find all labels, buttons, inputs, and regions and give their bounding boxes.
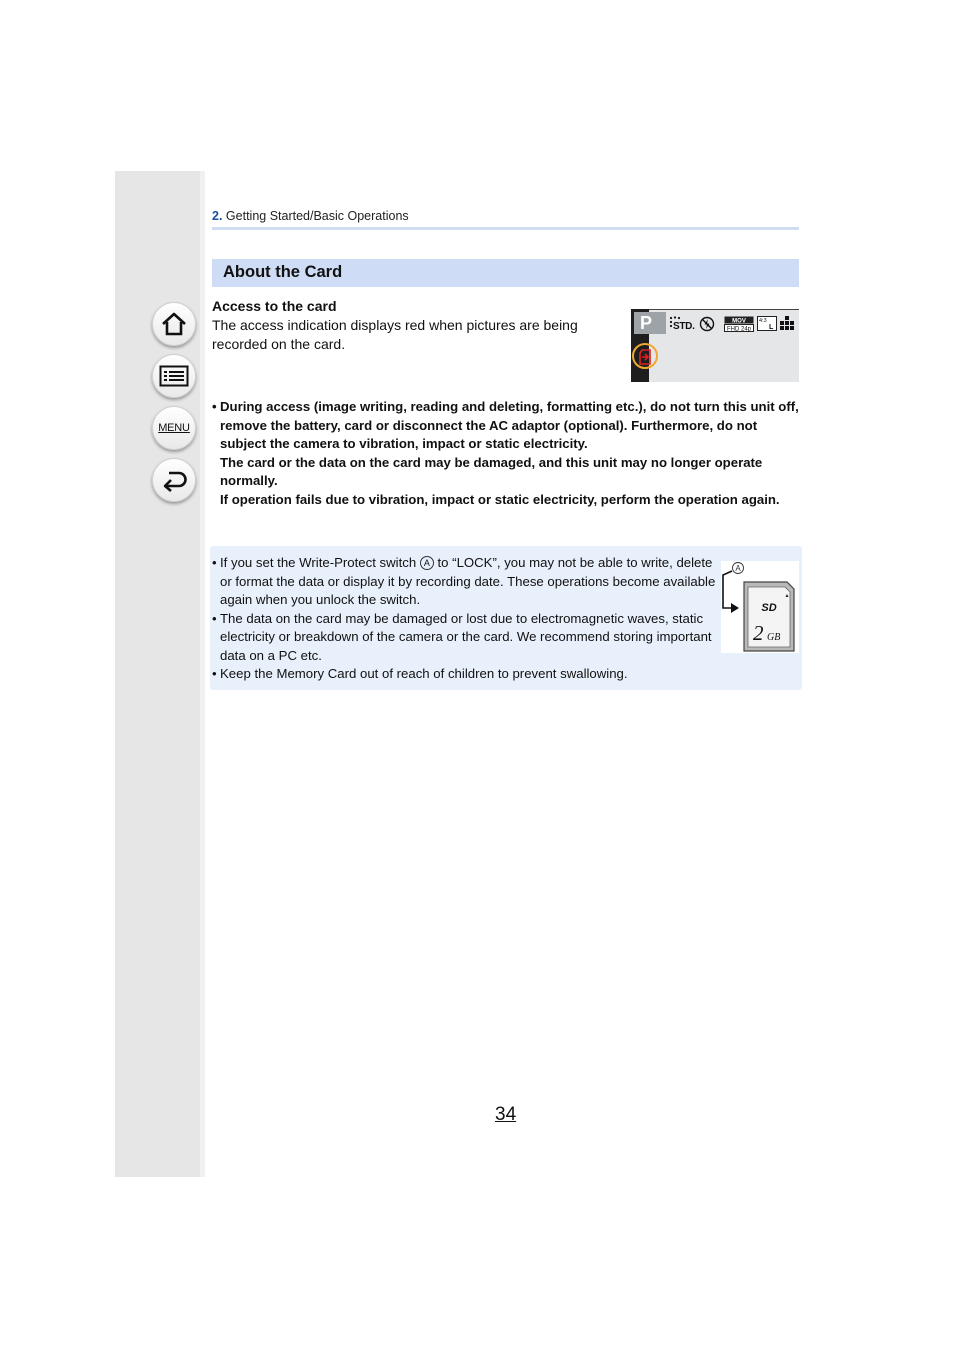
breadcrumb: [212, 209, 409, 223]
menu-label: MENU: [158, 422, 190, 434]
quality-icon: [780, 316, 794, 330]
chapter-title: Getting Started/Basic Operations: [225, 209, 409, 223]
aspect-ratio-label: 4:3: [759, 318, 767, 324]
home-button[interactable]: [152, 302, 196, 346]
flash-off-icon: [699, 316, 715, 332]
section-header: [212, 259, 799, 287]
marker-a: A: [420, 556, 434, 570]
picture-size-label: L: [769, 324, 774, 331]
access-description: The access indication displays red when pictures are being recorded on the card.: [212, 317, 578, 352]
page-number: 34: [495, 1104, 517, 1125]
sd-marker-a: A: [735, 564, 741, 573]
camera-screen-illustration: [631, 309, 799, 382]
chapter-number: 2.: [212, 209, 223, 223]
sd-card-icon: [721, 561, 799, 653]
sidebar-edge: [200, 171, 205, 1177]
caution-text-3: If operation fails due to vibration, impact or static electricity, perform the operation again.: [220, 491, 780, 507]
movie-format-label: MOV: [732, 318, 746, 325]
caution-text-1: During access (image writing, reading and deleting, formatting etc.), do not turn this unit off, remove the battery, card or disconnect the AC adaptor (optional). Furthermore, do not subject the camera to vibration, impact or static electricity.: [220, 399, 799, 451]
section-title: About the Card: [223, 263, 343, 281]
note-item: • The data on the card may be damaged or lost due to electromagnetic waves, static electricity or breakdown of the camera or the card. We recommend storing important data on a PC etc.: [212, 610, 712, 663]
sd-card-illustration: [721, 561, 799, 653]
sd-capacity: 2: [753, 621, 764, 645]
note-item: • If you set the Write-Protect switch A to “LOCK”, you may not be able to write, delete or format the data or display it by recording date. These operations become available again when you unlock the switch.: [212, 555, 716, 607]
recording-mode-indicator: P: [634, 312, 666, 334]
note-item: • Keep the Memory Card out of reach of children to prevent swallowing.: [212, 666, 628, 681]
movie-quality-label: FHD 24p: [726, 326, 752, 332]
movie-format-icon: [724, 316, 754, 332]
list-icon: [159, 365, 189, 387]
card-access-highlight: [632, 343, 658, 369]
caution-block: [212, 398, 802, 509]
notes-list: [212, 554, 717, 665]
picture-size-icon: [757, 316, 777, 331]
sd-capacity-unit: GB: [767, 632, 781, 643]
caution-text-2: The card or the data on the card may be damaged, and this unit may no longer operate normally.: [220, 454, 763, 488]
sd-logo: SD: [761, 602, 777, 614]
menu-button[interactable]: [152, 406, 196, 450]
back-button[interactable]: [152, 458, 196, 502]
contents-button[interactable]: [152, 354, 196, 398]
card-access-icon: [639, 349, 653, 365]
access-heading: Access to the card: [212, 298, 337, 314]
header-rule: [212, 227, 799, 230]
photo-style-label: STD.: [673, 321, 695, 332]
return-arrow-icon: [160, 468, 188, 492]
caution-bullet: •: [212, 399, 217, 414]
home-icon: [160, 311, 188, 337]
